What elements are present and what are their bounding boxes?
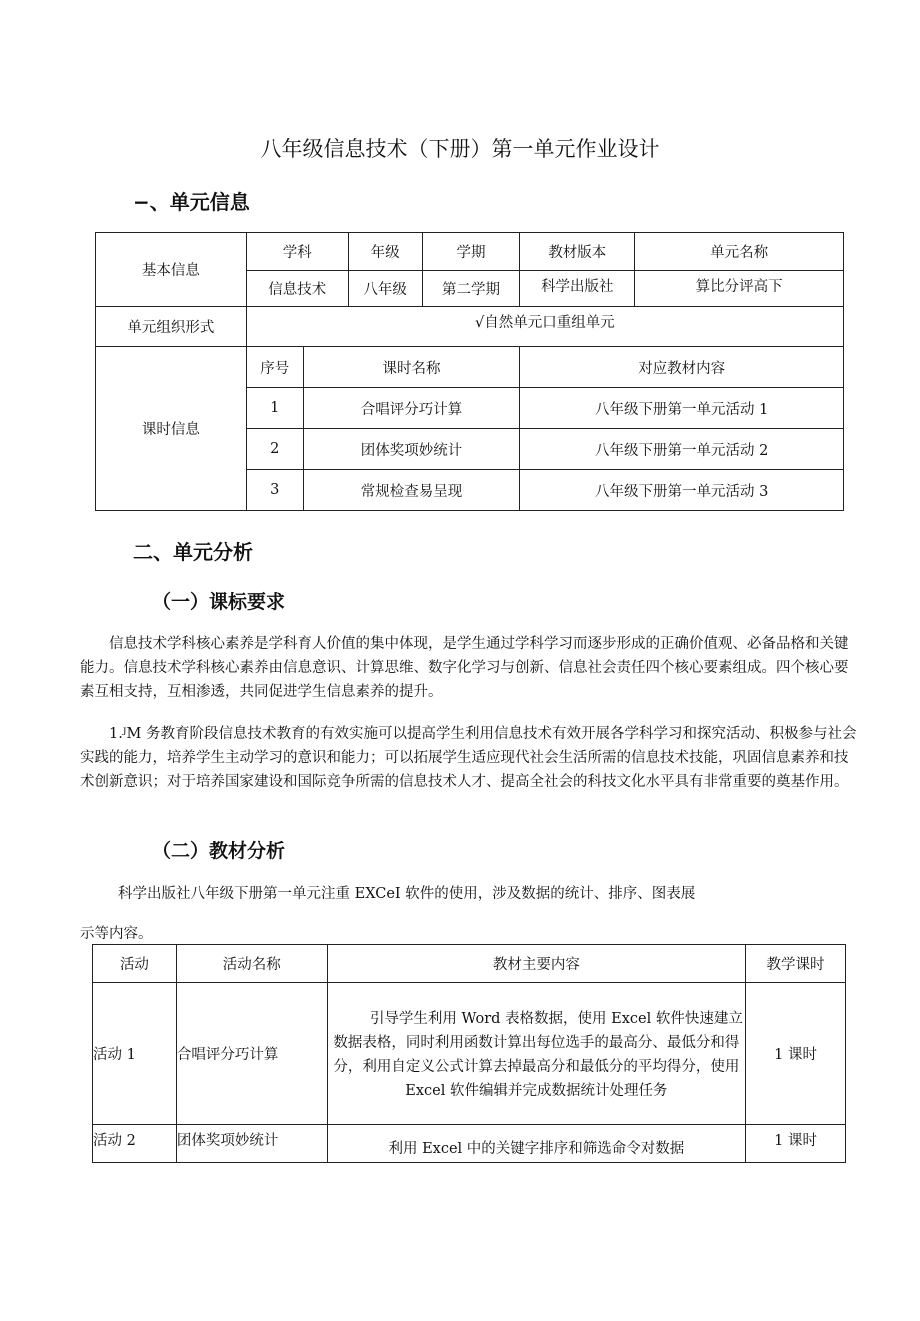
header-term: 学期 (422, 233, 520, 271)
org-form-value: √自然单元口重组单元 (246, 307, 843, 347)
value-subject: 信息技术 (246, 271, 348, 307)
lesson-header-no: 序号 (246, 347, 303, 388)
standard-paragraph-1: 信息技术学科核心素养是学科育人价值的集中体现，是学生通过学科学习而逐步形成的正确价值观、必备品格和关键能力。信息技术学科核心素养由信息意识、计算思维、数字化学习与创新、信息社会责任四个核心要素组成。四个核心要素互相支持，互相渗透，共同促进学生信息素养的提升。 (80, 636, 849, 700)
activity-name-cell: 团体奖项妙统计 (176, 1125, 327, 1163)
value-grade: 八年级 (348, 271, 422, 307)
lesson-no: 3 (246, 470, 303, 511)
table-row (93, 983, 846, 1125)
value-textbook: 科学出版社 (520, 271, 635, 307)
lesson-no: 2 (246, 429, 303, 470)
header-grade: 年级 (348, 233, 422, 271)
section1-heading: −、单元信息 (133, 190, 250, 214)
textbook-analysis-line2: 示等内容。 (80, 926, 153, 942)
textbook-analysis-line1: 科学出版社八年级下册第一单元注重 EXCeI 软件的使用，涉及数据的统计、排序、图表展 (118, 886, 696, 902)
value-unit-name: 算比分评高下 (635, 271, 844, 307)
activity-cell: 活动 1 (93, 983, 177, 1125)
sub2-heading: （二）教材分析 (152, 840, 286, 862)
activity-name-cell: 合唱评分巧计算 (176, 983, 327, 1125)
sub1-heading: （一）课标要求 (152, 591, 286, 613)
basic-info-label: 基本信息 (96, 233, 247, 307)
activity-header: 活动 (93, 945, 177, 983)
lesson-info-label: 课时信息 (96, 347, 247, 511)
section2-heading: 二、单元分析 (133, 540, 253, 564)
header-unit-name: 单元名称 (635, 233, 844, 271)
lesson-name: 合唱评分巧计算 (303, 388, 520, 429)
page-title: 八年级信息技术（下册）第一单元作业设计 (260, 137, 660, 161)
lesson-name: 常规检查易呈现 (303, 470, 520, 511)
lesson-no: 1 (246, 388, 303, 429)
unit-info-table (95, 232, 844, 511)
standard-paragraph-2: 1.ᴶM 务教育阶段信息技术教育的有效实施可以提高学生利用信息技术有效开展各学科学习和探究活动、积极参与社会实践的能力，培养学生主动学习的意识和能力；可以拓展学生适应现代社会生活所需的信息技术技能，巩固信息素养和技术创新意识；对于培养国家建设和国际竞争所需的信息技术人才、提高全社会的科技文化水平具有非常重要的奠基作用。 (80, 726, 857, 790)
header-subject: 学科 (246, 233, 348, 271)
lesson-name: 团体奖项妙统计 (303, 429, 520, 470)
content-header: 教材主要内容 (327, 945, 745, 983)
value-term: 第二学期 (422, 271, 520, 307)
activity-hours-cell: 1 课时 (746, 983, 846, 1125)
activity-content-cell: 引导学生利用 Word 表格数据，使用 Excel 软件快速建立数据表格，同时利用函数计算出每位选手的最高分、最低分和得分，利用自定义公式计算去掉最高分和最低分的平均得分，使用 Excel 软件编辑并完成数据统计处理任务 (327, 983, 745, 1125)
lesson-header-content: 对应教材内容 (520, 347, 844, 388)
activity-cell: 活动 2 (93, 1125, 177, 1163)
hours-header: 教学课时 (746, 945, 846, 983)
activity-table (92, 944, 846, 1163)
header-textbook: 教材版本 (520, 233, 635, 271)
lesson-content: 八年级下册第一单元活动 3 (520, 470, 844, 511)
lesson-content: 八年级下册第一单元活动 2 (520, 429, 844, 470)
activity-content-cell: 利用 Excel 中的关键字排序和筛选命令对数据 (327, 1125, 745, 1163)
lesson-content: 八年级下册第一单元活动 1 (520, 388, 844, 429)
activity-hours-cell: 1 课时 (746, 1125, 846, 1163)
table-row (93, 1125, 846, 1163)
org-form-label: 单元组织形式 (96, 307, 247, 347)
lesson-header-name: 课时名称 (303, 347, 520, 388)
activity-name-header: 活动名称 (176, 945, 327, 983)
